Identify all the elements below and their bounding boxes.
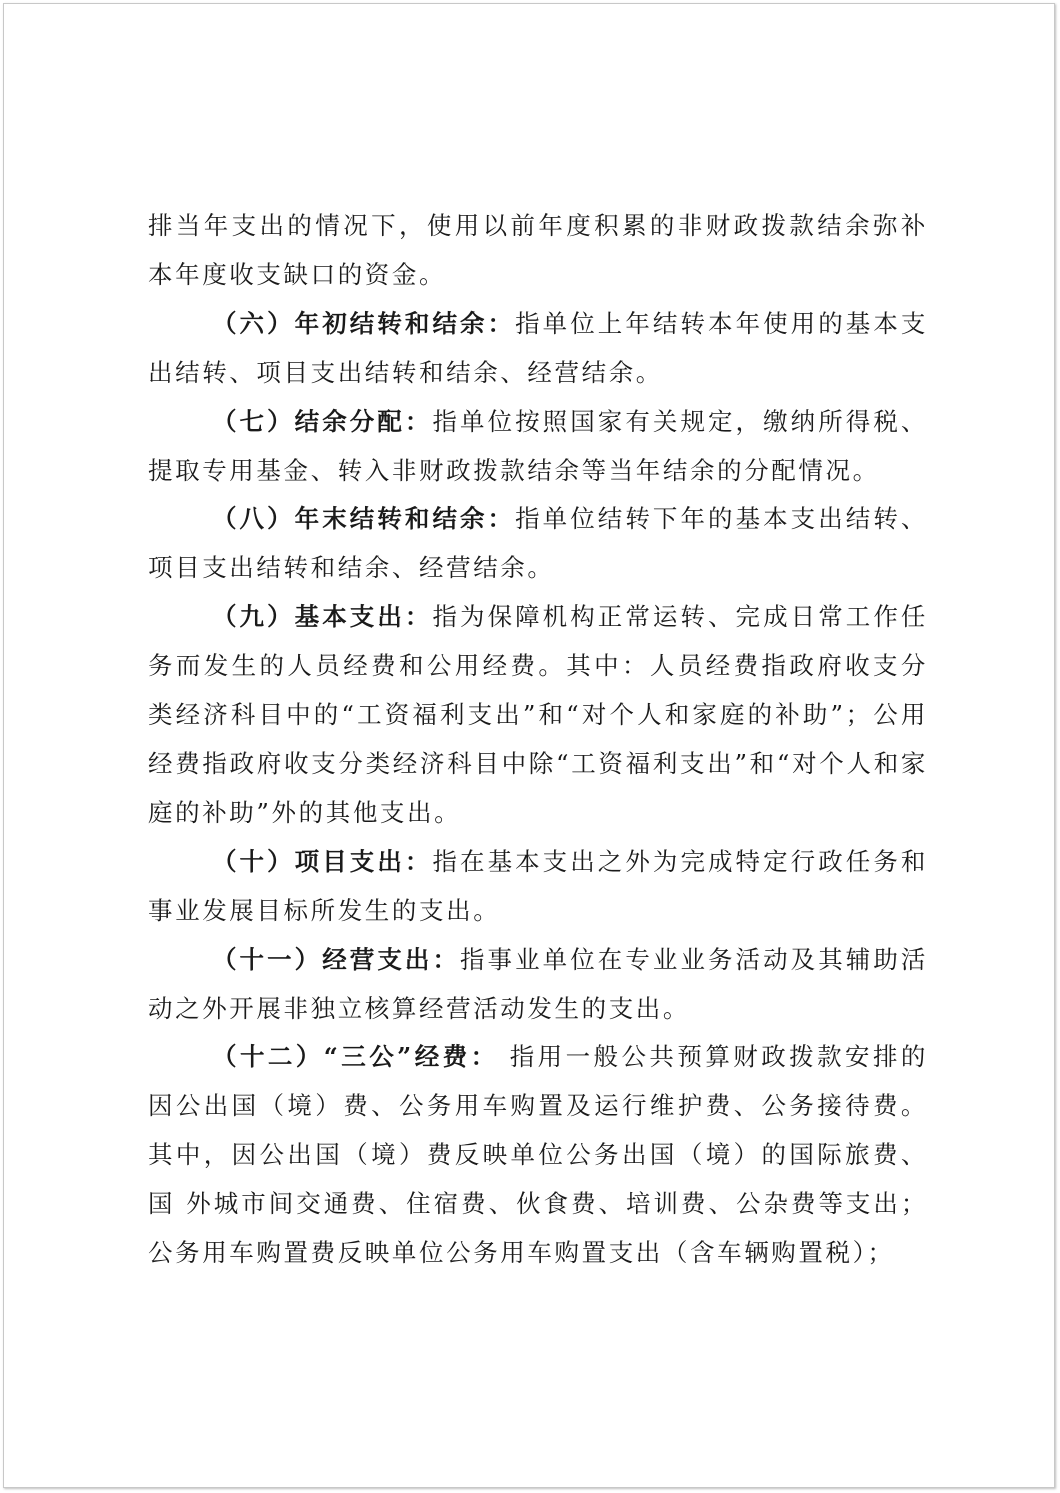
body-text xyxy=(148,202,928,1278)
paragraph-term: （九）基本支出： xyxy=(212,602,433,632)
paragraph-text: 指单位上年结转本年使用的基本支出结转、项目支出结转和结余、经营结余。 xyxy=(148,308,929,387)
paragraph-item-9 xyxy=(148,593,928,838)
paragraph-text: 指用一般公共预算财政拨款安排的因公出国（境）费、公务用车购置及运行维护费、公务接待费。其中，因公出国（境）费反映单位公务出国（境）的国际旅费、国 外城市间交通费、住宿费、伙食费、培训费、公杂费等支出；公务用车购置费反映单位公务用车购置支出（含车辆购置税）； xyxy=(148,1042,928,1268)
paragraph-text: 指在基本支出之外为完成特定行政任务和事业发展目标所发生的支出。 xyxy=(148,846,928,925)
document-page xyxy=(3,3,1055,1488)
paragraph-item-10 xyxy=(148,838,928,936)
paragraph-term: （七）结余分配： xyxy=(212,406,433,436)
paragraph-item-7 xyxy=(148,398,928,496)
paragraph-term: （十）项目支出： xyxy=(212,846,433,876)
paragraph-term: （十一）经营支出： xyxy=(212,944,460,974)
paragraph-text: 指事业单位在专业业务活动及其辅助活动之外开展非独立核算经营活动发生的支出。 xyxy=(148,944,928,1023)
paragraph-text: 指单位结转下年的基本支出结转、项目支出结转和结余、经营结余。 xyxy=(148,504,929,583)
paragraph-item-8 xyxy=(148,495,928,593)
paragraph-text: 指单位按照国家有关规定，缴纳所得税、提取专用基金、转入非财政拨款结余等当年结余的分配情况。 xyxy=(148,406,928,485)
paragraph-item-12 xyxy=(148,1033,928,1278)
paragraph-term: （八）年末结转和结余： xyxy=(212,504,516,534)
paragraph-item-11 xyxy=(148,936,928,1034)
paragraph-continuation xyxy=(148,202,928,300)
paragraph-text: 排当年支出的情况下，使用以前年度积累的非财政拨款结余弥补本年度收支缺口的资金。 xyxy=(148,211,928,289)
paragraph-term: （十二）“三公”经费： xyxy=(212,1042,499,1072)
paragraph-term: （六）年初结转和结余： xyxy=(212,308,516,338)
paragraph-text: 指为保障机构正常运转、完成日常工作任务而发生的人员经费和公用经费。其中：人员经费指政府收支分类经济科目中的“工资福利支出”和“对个人和家庭的补助”；公用经费指政府收支分类经济科目中除“工资福利支出”和“对个人和家庭的补助”外的其他支出。 xyxy=(148,602,928,827)
paragraph-item-6 xyxy=(148,300,928,398)
